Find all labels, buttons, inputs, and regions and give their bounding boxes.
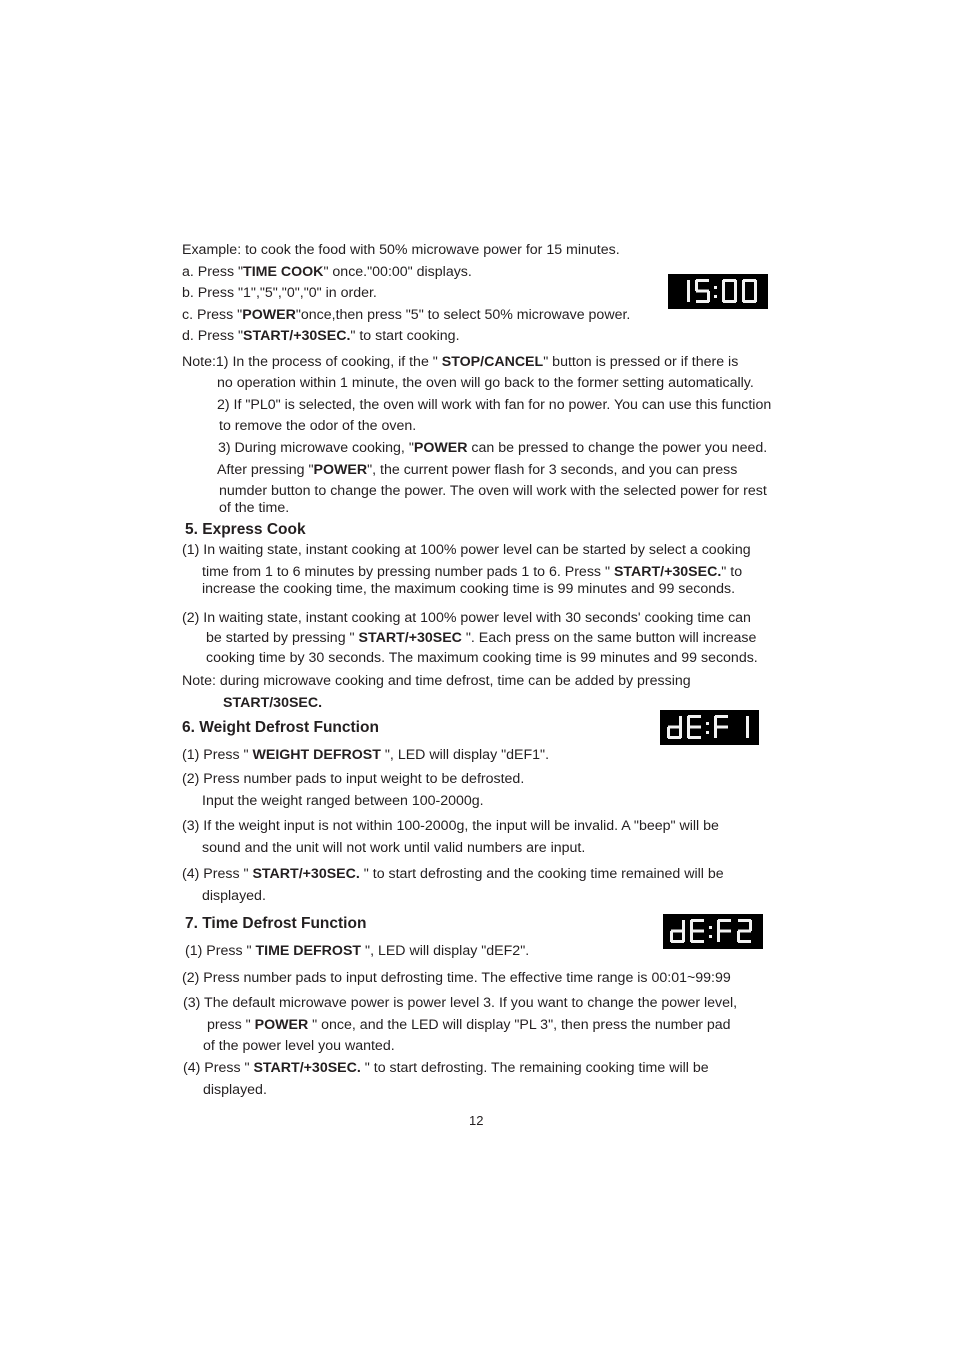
- led-segment-f: [690, 920, 693, 931]
- led-colon-dot: [706, 731, 709, 734]
- note-1-line-2: no operation within 1 minute, the oven will go back to the former setting automatically.: [217, 375, 754, 391]
- time-p3-line-3: of the power level you wanted.: [203, 1038, 395, 1054]
- led-segment-g: [668, 726, 681, 729]
- weight-p3-line-2: sound and the unit will not work until valid numbers are input.: [202, 840, 586, 856]
- led-segment-e: [722, 291, 725, 302]
- note-3-line-2: After pressing "POWER", the current power flash for 3 seconds, and you can press: [217, 462, 738, 478]
- led-segment-e: [717, 931, 720, 942]
- time-p4-line-2: displayed.: [203, 1082, 267, 1098]
- led-segment-f: [714, 716, 717, 727]
- section-heading-express-cook: 5. Express Cook: [185, 521, 306, 538]
- note-2-line-2: to remove the odor of the oven.: [219, 418, 417, 434]
- express-p1-line-2: time from 1 to 6 minutes by pressing number pads 1 to 6. Press " START/+30SEC." to: [202, 564, 743, 580]
- led-segment-g: [671, 930, 684, 933]
- led-segment-e: [670, 931, 673, 942]
- led-colon-dot: [714, 286, 717, 289]
- express-p2-line-1: (2) In waiting state, instant cooking at 100% power level with 30 seconds' cooking time can: [182, 610, 751, 626]
- time-p3-line-2: press " POWER " once, and the LED will display "PL 3", then press the number pad: [207, 1017, 731, 1033]
- led-segment-f: [695, 280, 698, 291]
- led-colon-dot: [709, 926, 712, 929]
- express-p1-line-3: increase the cooking time, the maximum cooking time is 99 minutes and 99 seconds.: [202, 581, 736, 597]
- led-segment-b: [734, 280, 737, 291]
- led-segment-c: [746, 727, 749, 738]
- led-segment-e: [714, 727, 717, 738]
- weight-p2-line-2: Input the weight ranged between 100-2000g.: [202, 793, 484, 809]
- section-heading-time-defrost: 7. Time Defrost Function: [185, 915, 367, 932]
- weight-p4-line-2: displayed.: [202, 888, 266, 904]
- note-2-line-1: 2) If "PL0" is selected, the oven will work with fan for no power. You can use this function: [217, 397, 772, 413]
- led-colon-dot: [714, 295, 717, 298]
- weight-p4-line-1: (4) Press " START/+30SEC. " to start defrosting and the cooking time remained will be: [182, 866, 724, 882]
- example-step-b: b. Press "1","5","0","0" in order.: [182, 285, 377, 301]
- led-segment-b: [687, 280, 690, 291]
- led-segment-e: [667, 727, 670, 738]
- note-3-line-3: numder button to change the power. The oven will work with the selected power for rest: [219, 483, 767, 499]
- led-colon-dot: [709, 935, 712, 938]
- led-segment-e: [742, 291, 745, 302]
- express-note: Note: during microwave cooking and time defrost, time can be added by pressing: [182, 673, 691, 689]
- led-segment-b: [746, 716, 749, 727]
- led-segment-c: [687, 291, 690, 302]
- time-p4-line-1: (4) Press " START/+30SEC. " to start defrosting. The remaining cooking time will be: [183, 1060, 709, 1076]
- led-display-cook-time: [668, 274, 768, 309]
- weight-p2-line-1: (2) Press number pads to input weight to be defrosted.: [182, 771, 525, 787]
- section-heading-weight-defrost: 6. Weight Defrost Function: [182, 719, 379, 736]
- example-intro: Example: to cook the food with 50% microwave power for 15 minutes.: [182, 242, 620, 258]
- example-step-a: a. Press "TIME COOK" once."00:00" displays.: [182, 264, 472, 280]
- note-3-line-4: of the time.: [219, 500, 290, 516]
- note-1-line-1: Note:1) In the process of cooking, if the " STOP/CANCEL" button is pressed or if there is: [182, 354, 739, 370]
- weight-p1: (1) Press " WEIGHT DEFROST ", LED will display "dEF1".: [182, 747, 550, 763]
- page-number: 12: [469, 1113, 484, 1128]
- led-segment-f: [717, 920, 720, 931]
- led-segment-f: [722, 280, 725, 291]
- led-colon-dot: [706, 722, 709, 725]
- led-segment-f: [742, 280, 745, 291]
- led-segment-d: [688, 736, 701, 739]
- led-display-def1: [660, 710, 759, 745]
- led-segment-f: [687, 716, 690, 727]
- express-p2-line-2: be started by pressing " START/+30SEC ". Each press on the same button will increase: [206, 630, 757, 646]
- led-segment-b: [679, 716, 682, 727]
- led-segment-d: [738, 940, 751, 943]
- example-step-d: d. Press "START/+30SEC." to start cooking.: [182, 328, 460, 344]
- led-segment-d: [691, 940, 704, 943]
- led-display-def2: [663, 914, 763, 949]
- time-p3-line-1: (3) The default microwave power is power level 3. If you want to change the power level,: [183, 995, 738, 1011]
- note-3-line-1: 3) During microwave cooking, "POWER can be pressed to change the power you need.: [218, 440, 768, 456]
- express-p2-line-3: cooking time by 30 seconds. The maximum cooking time is 99 minutes and 99 seconds.: [206, 650, 758, 666]
- time-p2: (2) Press number pads to input defrosting time. The effective time range is 00:01~99:99: [182, 970, 731, 986]
- led-segment-b: [749, 920, 752, 931]
- led-segment-d: [696, 300, 709, 303]
- express-note-key: START/30SEC.: [223, 695, 323, 711]
- time-p1: (1) Press " TIME DEFROST ", LED will display "dEF2".: [185, 943, 530, 959]
- express-p1-line-1: (1) In waiting state, instant cooking at 100% power level can be started by select a cooking: [182, 542, 751, 558]
- led-segment-b: [754, 280, 757, 291]
- example-step-c: c. Press "POWER"once,then press "5" to select 50% microwave power.: [182, 307, 631, 323]
- led-segment-b: [682, 920, 685, 931]
- weight-p3-line-1: (3) If the weight input is not within 100-2000g, the input will be invalid. A "beep" will be: [182, 818, 719, 834]
